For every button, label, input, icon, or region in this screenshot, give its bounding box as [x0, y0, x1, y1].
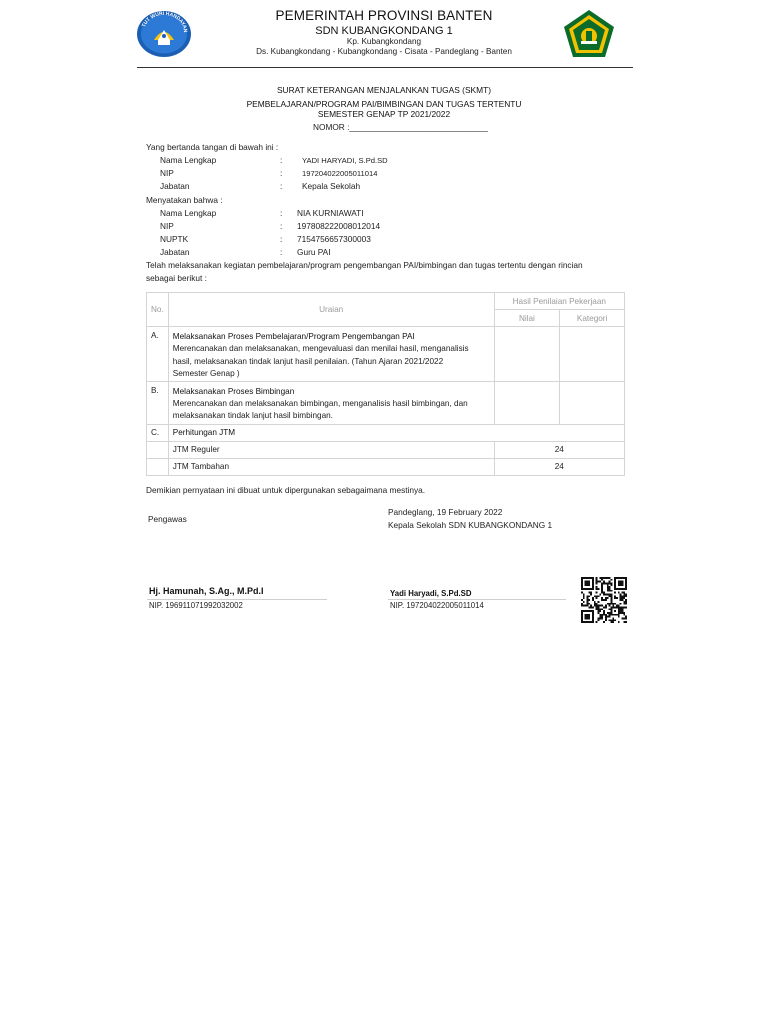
- row-a-kategori: [560, 327, 625, 382]
- document-subtitle-2: SEMESTER GENAP TP 2021/2022: [317, 109, 451, 119]
- svg-text:TUT WURI HANDAYANI: TUT WURI HANDAYAN: [141, 10, 189, 33]
- school-address-line2: Ds. Kubangkondang - Kubangkondang - Cisata - Pandeglang - Banten: [256, 47, 512, 56]
- table-row: [147, 381, 625, 424]
- header-divider: [137, 67, 633, 68]
- subject-jabatan-value: Guru PAI: [297, 247, 331, 257]
- jtm-tambahan-value: 24: [494, 458, 624, 475]
- header-uraian: Uraian: [168, 293, 494, 327]
- document-title: SURAT KETERANGAN MENJALANKAN TUGAS (SKMT): [276, 85, 492, 95]
- row-b-desc-2: melaksanakan tindak lanjut hasil bimbingan.: [172, 411, 333, 421]
- qr-code: [581, 577, 627, 623]
- subject-nip-colon: :: [280, 221, 283, 231]
- subject-jabatan-colon: :: [280, 247, 283, 257]
- left-signature-line: [147, 599, 327, 600]
- left-signer-nip: NIP. 196911071992032002: [149, 601, 243, 610]
- row-a-desc-1: Merencanakan dan melaksanakan, mengevaluasi dan menilai hasil, menganalisis: [172, 344, 469, 354]
- row-a-title: Melaksanakan Proses Pembelajaran/Program Pengembangan PAI: [172, 332, 415, 341]
- rincian-table: [146, 292, 625, 476]
- statement-line-2: sebagai berikut :: [146, 273, 207, 283]
- row-b-no: B.: [147, 381, 169, 424]
- row-c-title: Perhitungan JTM: [168, 424, 624, 441]
- signer-name-label: Nama Lengkap: [160, 155, 217, 165]
- subject-name-colon: :: [280, 208, 283, 218]
- document-number: NOMOR :______________________________: [313, 122, 488, 132]
- subject-intro: Menyatakan bahwa :: [146, 195, 223, 205]
- table-row: [147, 424, 625, 441]
- subject-nip-label: NIP: [160, 221, 174, 231]
- table-row: [147, 441, 625, 458]
- table-row: [147, 327, 625, 382]
- row-a-desc-3: Semester Genap ): [172, 369, 240, 379]
- header-no: No.: [147, 293, 169, 327]
- jtm-tambahan-no-cell: [147, 458, 169, 475]
- row-a-nilai: [494, 327, 560, 382]
- row-a-desc-2: hasil, melaksanakan tindak lanjut hasil penilaian. (Tahun Ajaran 2021/2022: [172, 356, 444, 366]
- subject-nuptk-colon: :: [280, 234, 283, 244]
- school-address-line1: Kp. Kubangkondang: [346, 37, 422, 46]
- signer-intro: Yang bertanda tangan di bawah ini :: [146, 142, 279, 152]
- subject-nip-value: 197808222008012014: [297, 221, 381, 231]
- document-subtitle-1: PEMBELAJARAN/PROGRAM PAI/BIMBINGAN DAN TUGAS TERTENTU: [246, 99, 522, 109]
- left-signer-name: Hj. Hamunah, S.Ag., M.Pd.I: [149, 586, 264, 596]
- right-signer-nip: NIP. 197204022005011014: [390, 601, 484, 610]
- statement-line-1: Telah melaksanakan kegiatan pembelajaran/program pengembangan PAI/bimbingan dan tugas tertentu dengan rincian: [146, 260, 583, 270]
- subject-nuptk-label: NUPTK: [160, 234, 189, 244]
- subject-jabatan-label: Jabatan: [160, 247, 190, 257]
- table-row: [147, 458, 625, 475]
- row-c-no: C.: [147, 424, 169, 441]
- jtm-reguler-label: JTM Reguler: [168, 441, 494, 458]
- header-kategori: Kategori: [560, 310, 625, 327]
- signer-nip-label: NIP: [160, 168, 174, 178]
- signer-jabatan-label: Jabatan: [160, 181, 190, 191]
- closing-statement: Demikian pernyataan ini dibuat untuk dipergunakan sebagaimana mestinya.: [146, 485, 426, 495]
- right-signer-role: Kepala Sekolah SDN KUBANGKONDANG 1: [388, 520, 553, 530]
- signer-jabatan-value: Kepala Sekolah: [302, 181, 361, 191]
- header-hasil-penilaian: Hasil Penilaian Pekerjaan: [494, 293, 624, 310]
- jtm-tambahan-label: JTM Tambahan: [168, 458, 494, 475]
- row-b-title: Melaksanakan Proses Bimbingan: [172, 386, 295, 396]
- row-b-desc-1: Merencanakan dan melaksanakan bimbingan, menganalisis hasil bimbingan, dan: [172, 399, 468, 409]
- row-b-nilai: [494, 381, 560, 424]
- left-signer-role: Pengawas: [148, 514, 187, 524]
- subject-nuptk-value: 7154756657300003: [297, 234, 371, 244]
- row-a-uraian: [168, 327, 494, 382]
- jtm-reguler-value: 24: [494, 441, 624, 458]
- signer-name-value: YADI HARYADI, S.Pd.SD: [302, 156, 388, 165]
- school-name: SDN KUBANGKONDANG 1: [315, 25, 453, 37]
- row-a-no: A.: [147, 327, 169, 382]
- signer-jabatan-colon: :: [280, 181, 283, 191]
- right-signer-name: Yadi Haryadi, S.Pd.SD: [390, 589, 472, 598]
- signer-nip-colon: :: [280, 168, 283, 178]
- signer-nip-value: 197204022005011014: [302, 169, 378, 178]
- kemenag-logo: [562, 9, 616, 59]
- subject-name-label: Nama Lengkap: [160, 208, 217, 218]
- header-nilai: Nilai: [494, 310, 560, 327]
- jtm-reguler-no-cell: [147, 441, 169, 458]
- row-b-uraian: [168, 381, 494, 424]
- place-date: Pandeglang, 19 February 2022: [388, 507, 503, 517]
- government-title: PEMERINTAH PROVINSI BANTEN: [275, 8, 493, 23]
- row-b-kategori: [560, 381, 625, 424]
- right-signature-line: [388, 599, 566, 600]
- signer-name-colon: :: [280, 155, 283, 165]
- subject-name-value: NIA KURNIAWATI: [297, 208, 364, 218]
